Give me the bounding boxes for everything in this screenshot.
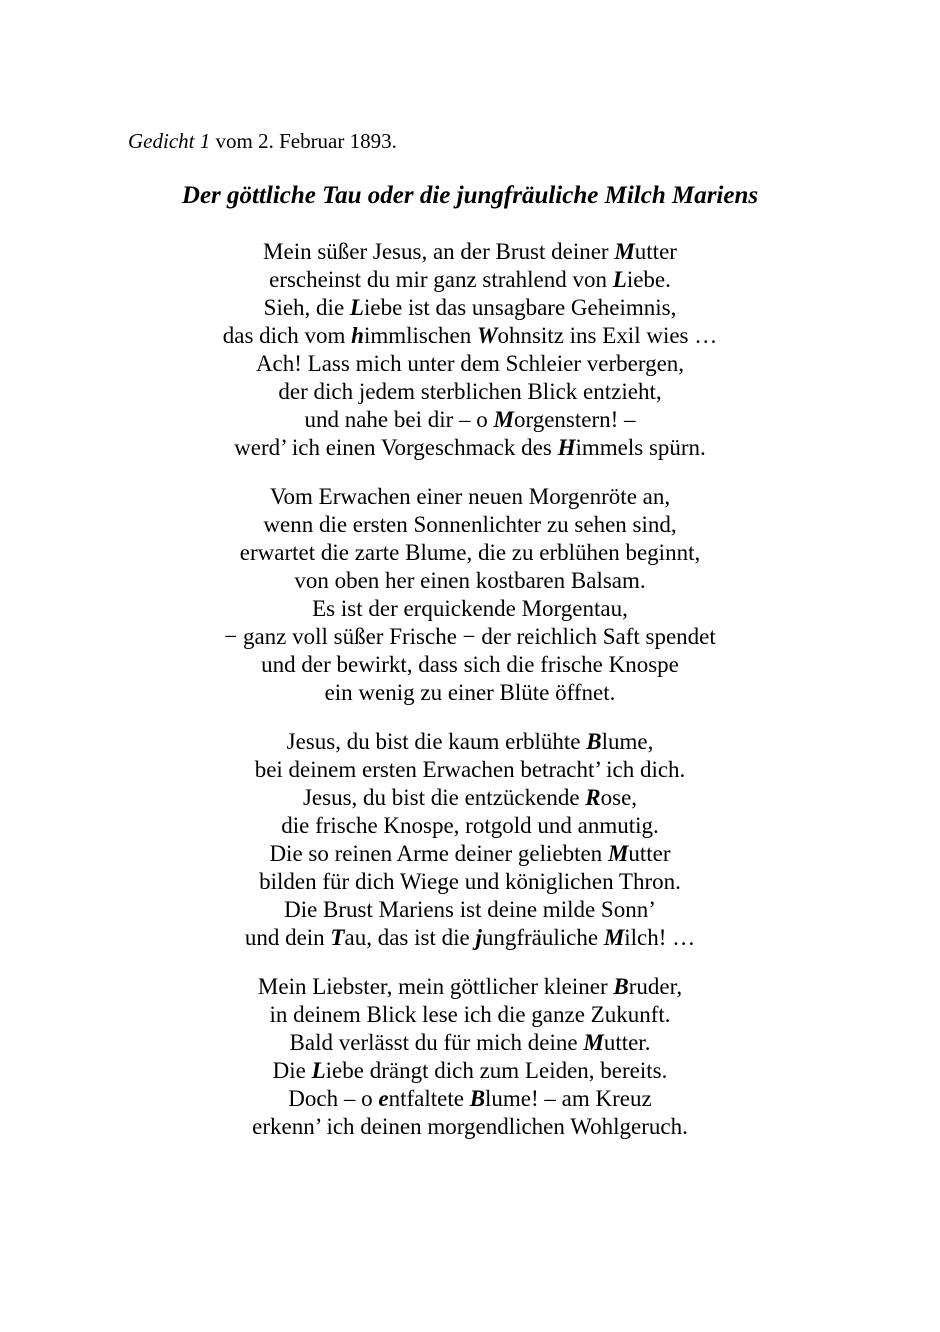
poem-title: Der göttliche Tau oder die jungfräuliche Milch Mariens: [181, 182, 759, 209]
poem-body: [0, 238, 940, 1162]
line-text: Mein süßer Jesus, an der Brust deiner: [263, 239, 615, 264]
poem-line: [0, 567, 940, 595]
line-text: in deinem Blick lese ich die ganze Zukunft.: [269, 1002, 671, 1027]
line-text: utter: [634, 239, 677, 264]
poem-line: [0, 322, 940, 350]
line-text: Bald verlässt du für mich deine: [289, 1030, 584, 1055]
line-text: bilden für dich Wiege und königlichen Thron.: [259, 869, 681, 894]
stanza: [0, 483, 940, 707]
poem-line: [0, 812, 940, 840]
line-text: Es ist der erquickende Morgentau,: [312, 596, 628, 621]
poem-line: [0, 1029, 940, 1057]
poem-line: [0, 350, 940, 378]
poem-line: [0, 406, 940, 434]
emphasized-letter: L: [612, 267, 627, 292]
stanza: [0, 728, 940, 952]
poem-line: [0, 651, 940, 679]
emphasized-letter: j: [475, 925, 482, 950]
poem-line: [0, 728, 940, 756]
line-text: Mein Liebster, mein göttlicher kleiner: [257, 974, 614, 999]
line-text: iebe drängt dich zum Leiden, bereits.: [325, 1058, 668, 1083]
emphasized-letter: M: [583, 1030, 604, 1055]
line-text: iebe ist das unsagbare Geheimnis,: [363, 295, 677, 320]
line-text: das dich vom: [222, 323, 352, 348]
line-text: von oben her einen kostbaren Balsam.: [294, 568, 646, 593]
line-text: ilch! …: [624, 925, 696, 950]
poem-line: [0, 1057, 940, 1085]
line-text: Vom Erwachen einer neuen Morgenröte an,: [269, 484, 671, 509]
emphasized-letter: h: [351, 323, 364, 348]
emphasized-letter: L: [311, 1058, 326, 1083]
line-text: ruder,: [628, 974, 683, 999]
emphasized-letter: M: [493, 407, 514, 432]
line-text: erwartet die zarte Blume, die zu erblühen beginnt,: [239, 540, 701, 565]
emphasized-letter: H: [557, 435, 576, 460]
emphasized-letter: T: [330, 925, 345, 950]
line-text: Doch – o: [288, 1086, 379, 1111]
emphasized-letter: M: [607, 841, 629, 866]
emphasized-letter: M: [614, 239, 635, 264]
line-text: ungfräuliche: [481, 925, 604, 950]
emphasized-letter: e: [378, 1086, 389, 1111]
line-text: ntfaltete: [388, 1086, 470, 1111]
poem-header: [128, 126, 397, 156]
poem-line: [0, 483, 940, 511]
poem-line: [0, 924, 940, 952]
poem-date: vom 2. Februar 1893.: [210, 129, 397, 153]
emphasized-letter: B: [469, 1086, 486, 1111]
line-text: Die so reinen Arme deiner geliebten: [269, 841, 608, 866]
line-text: lume,: [601, 729, 654, 754]
line-text: iebe.: [626, 267, 671, 292]
poem-line: [0, 378, 940, 406]
line-text: bei deinem ersten Erwachen betracht’ ich dich.: [254, 757, 686, 782]
line-text: au, das ist die: [344, 925, 476, 950]
emphasized-letter: M: [603, 925, 625, 950]
line-text: ohnsitz ins Exil wies …: [497, 323, 718, 348]
line-text: orgenstern! –: [513, 407, 636, 432]
line-text: Die: [272, 1058, 312, 1083]
poem-line: [0, 434, 940, 462]
line-text: lume! – am Kreuz: [485, 1086, 652, 1111]
line-text: − ganz voll süßer Frische − der reichlich Saft spendet: [224, 624, 716, 649]
line-text: und nahe bei dir – o: [304, 407, 494, 432]
emphasized-letter: L: [349, 295, 364, 320]
line-text: wenn die ersten Sonnenlichter zu sehen sind,: [263, 512, 677, 537]
stanza: [0, 238, 940, 462]
line-text: erkenn’ ich deinen morgendlichen Wohlgeruch.: [252, 1114, 688, 1139]
poem-line: [0, 784, 940, 812]
line-text: und der bewirkt, dass sich die frische Knospe: [261, 652, 679, 677]
line-text: Jesus, du bist die entzückende: [302, 785, 586, 810]
line-text: werd’ ich einen Vorgeschmack des: [234, 435, 558, 460]
poem-line: [0, 623, 940, 651]
line-text: Die Brust Mariens ist deine milde Sonn’: [284, 897, 656, 922]
line-text: der dich jedem sterblichen Blick entzieht,: [278, 379, 662, 404]
line-text: Jesus, du bist die kaum erblühte: [286, 729, 587, 754]
line-text: die frische Knospe, rotgold und anmutig.: [281, 813, 659, 838]
stanza: [0, 973, 940, 1141]
poem-line: [0, 973, 940, 1001]
poem-line: [0, 238, 940, 266]
poem-line: [0, 896, 940, 924]
poem-line: [0, 595, 940, 623]
line-text: utter: [628, 841, 671, 866]
poem-line: [0, 1085, 940, 1113]
line-text: utter.: [603, 1030, 651, 1055]
poem-line: [0, 294, 940, 322]
poem-number: Gedicht 1: [128, 129, 211, 153]
line-text: immlischen: [363, 323, 478, 348]
poem-line: [0, 1113, 940, 1141]
emphasized-letter: R: [585, 785, 601, 810]
line-text: erscheinst du mir ganz strahlend von: [269, 267, 613, 292]
line-text: immels spürn.: [575, 435, 706, 460]
poem-line: [0, 679, 940, 707]
poem-line: [0, 539, 940, 567]
line-text: und dein: [244, 925, 331, 950]
emphasized-letter: B: [586, 729, 602, 754]
poem-line: [0, 840, 940, 868]
emphasized-letter: B: [613, 974, 629, 999]
line-text: ein wenig zu einer Blüte öffnet.: [324, 680, 616, 705]
poem-line: [0, 266, 940, 294]
poem-line: [0, 511, 940, 539]
line-text: Sieh, die: [263, 295, 350, 320]
emphasized-letter: W: [477, 323, 498, 348]
line-text: Ach! Lass mich unter dem Schleier verbergen,: [255, 351, 685, 376]
line-text: ose,: [600, 785, 638, 810]
poem-line: [0, 868, 940, 896]
poem-line: [0, 756, 940, 784]
poem-line: [0, 1001, 940, 1029]
